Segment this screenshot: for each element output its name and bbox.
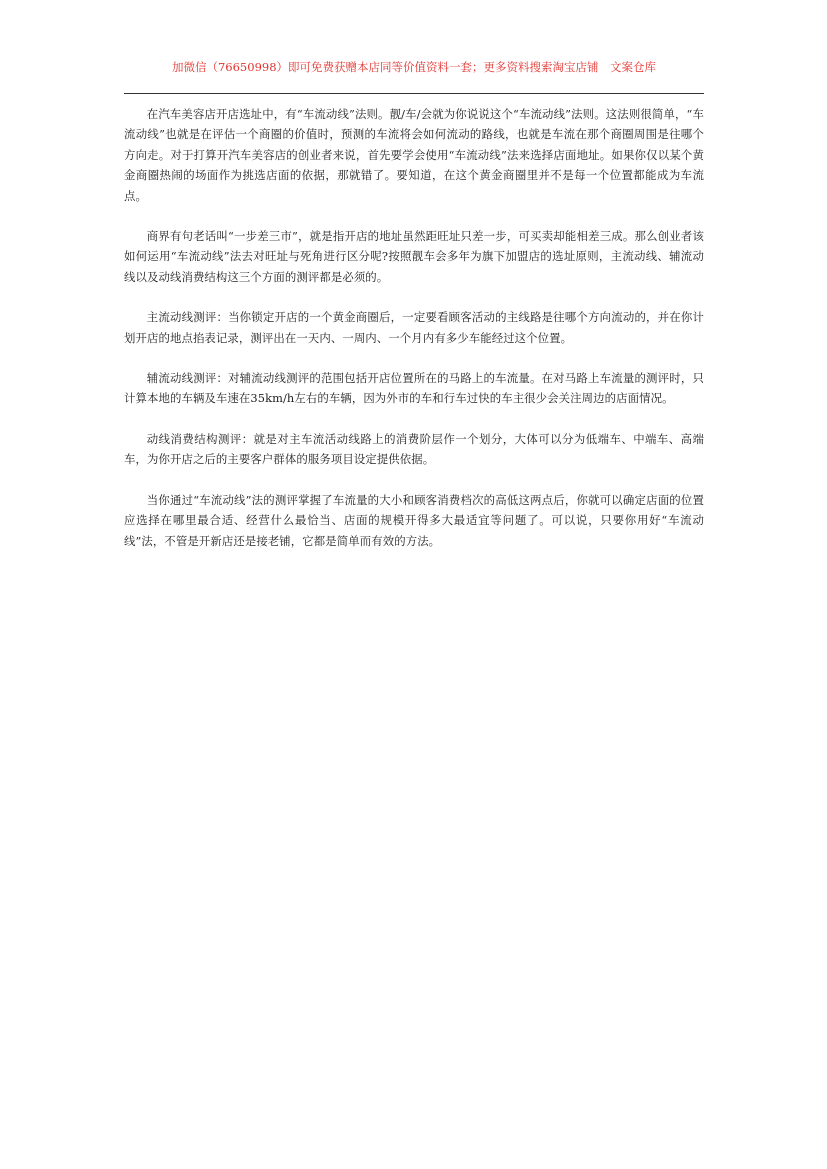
header-divider: [124, 93, 704, 94]
paragraph-intro: 在汽车美容店开店选址中，有“车流动线”法则。靓/车/会就为你说说这个“车流动线”法则。这法则很简单，“车流动线”也就是在评估一个商圈的价值时，预测的车流将会如何流动的路线，也就是车流在那个商圈周围是往哪个方向走。对于打算开汽车美容店的创业者来说，首先要学会使用“车流动线”法来选择店面地址。如果你仅以某个黄金商圈热闹的场面作为挑选店面的依据，那就错了。要知道，在这个黄金商圈里并不是每一个位置都能成为车流点。: [124, 107, 704, 203]
paragraph-aux-flow: 辅流动线测评：对辅流动线测评的范围包括开店位置所在的马路上的车流量。在对马路上车流量的测评时，只计算本地的车辆及车速在35km/h左右的车辆，因为外市的车和行车过快的车主很少会关注周边的店面情况。: [124, 371, 704, 406]
paragraph-consumption-structure: 动线消费结构测评：就是对主车流活动线路上的消费阶层作一个划分，大体可以分为低端车、中端车、高端车，为你开店之后的主要客户群体的服务项目设定提供依据。: [124, 431, 704, 467]
paragraph-main-flow: 主流动线测评：当你锁定开店的一个黄金商圈后，一定要看顾客活动的主线路是往哪个方向流动的，并在你计划开店的地点掐表记录，测评出在一天内、一周内、一个月内有多少车能经过这个位置。: [124, 310, 704, 345]
paragraph-saying: 商界有句老话叫“一步差三市”，就是指开店的地址虽然距旺址只差一步，可买卖却能相差三成。那么创业者该如何运用“车流动线”法去对旺址与死角进行区分呢?按照靓车会多年为旗下加盟店的选址原则，主流动线、辅流动线以及动线消费结构这三个方面的测评都是必须的。: [124, 229, 704, 284]
document-body: [124, 104, 704, 571]
page-header: 加微信（76650998）即可免费获赠本店同等价值资料一套；更多资料搜索淘宝店铺 文案仓库: [171, 60, 657, 74]
paragraph-conclusion: 当你通过“车流动线”法的测评掌握了车流量的大小和顾客消费档次的高低这两点后，你就可以确定店面的位置应选择在哪里最合适、经营什么最恰当、店面的规模开得多大最适宜等问题了。可以说，只要你用好“车流动线”法，不管是开新店还是接老铺，它都是简单而有效的方法。: [124, 492, 704, 548]
